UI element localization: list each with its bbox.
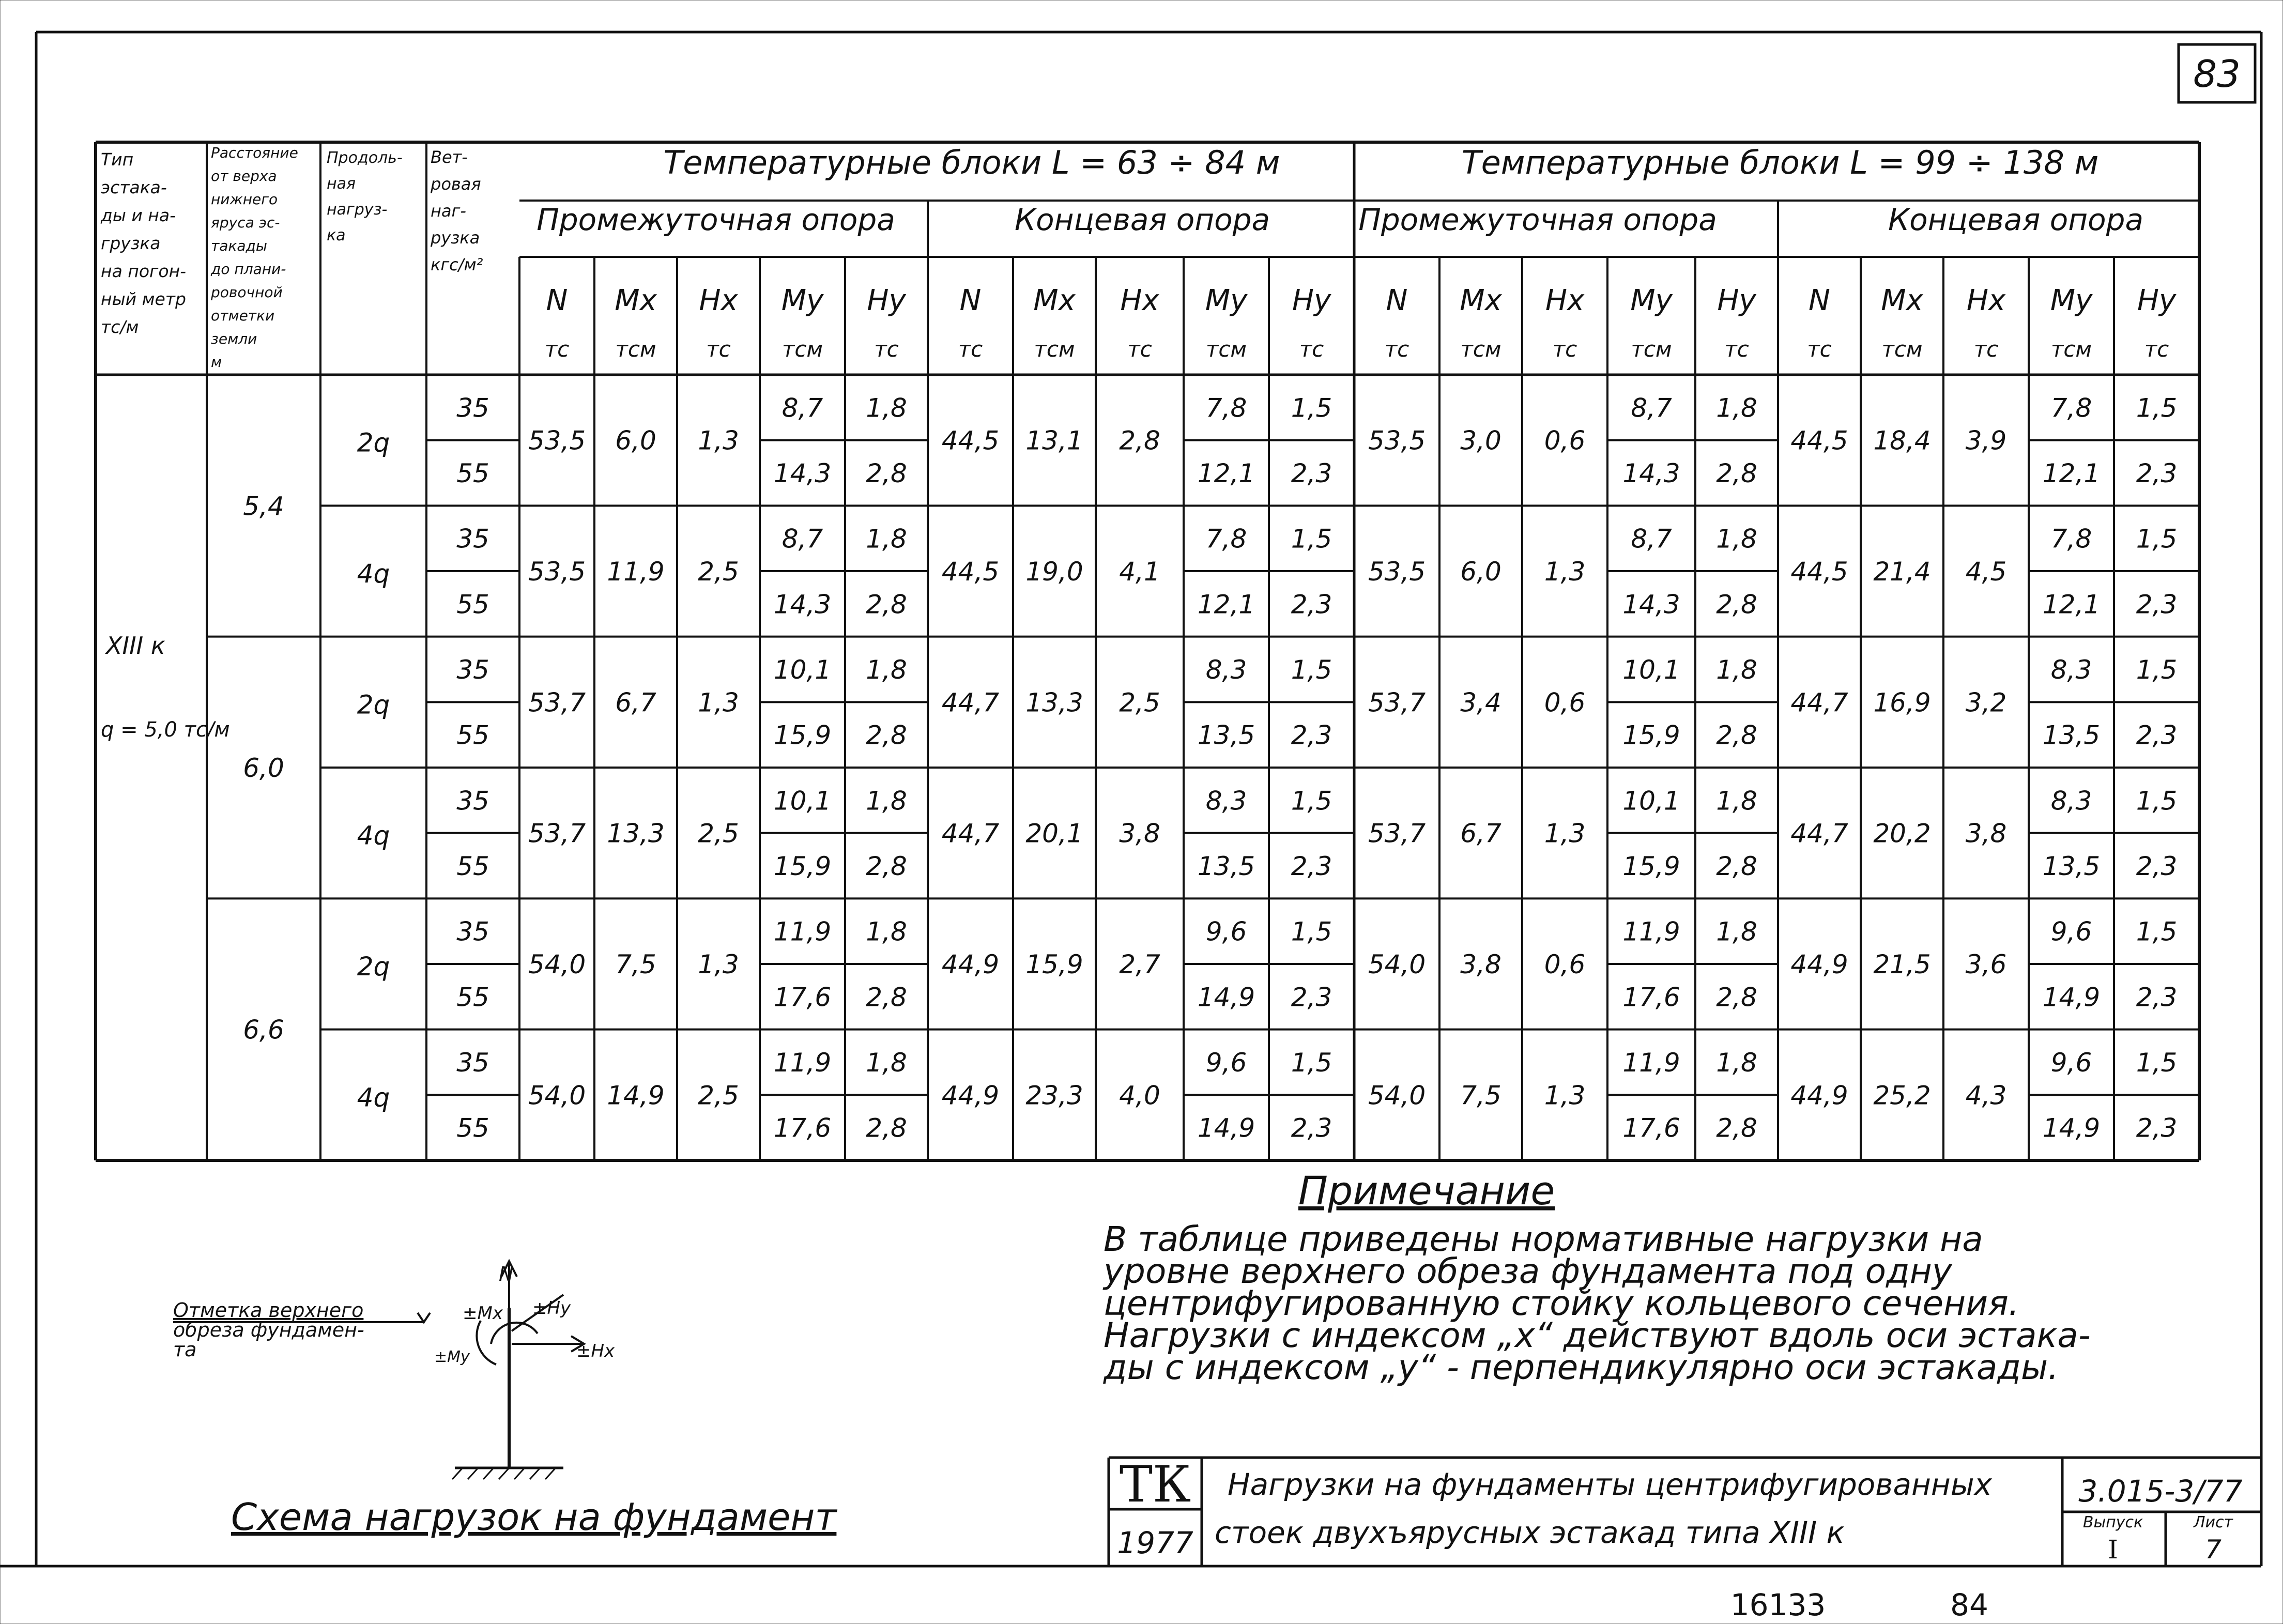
- block1-intermediate-title: Промежуточная опора: [537, 202, 895, 237]
- n-value: 44,9: [941, 1080, 1000, 1111]
- drawing-code: 3.015-3/77: [2078, 1474, 2243, 1509]
- wind-load-value: 35: [456, 1048, 489, 1078]
- mx-value: 18,4: [1873, 425, 1931, 456]
- param-name: Mx: [1460, 284, 1502, 317]
- mx-value: 3,4: [1460, 687, 1501, 718]
- longitudinal-load-value: 2q: [357, 952, 390, 982]
- my-value: 7,8: [1205, 393, 1247, 423]
- param-name: Mx: [615, 284, 657, 317]
- mx-value: 20,1: [1025, 818, 1083, 849]
- block1-title: Температурные блоки L = 63 ÷ 84 м: [663, 144, 1280, 181]
- my-value: 13,5: [1197, 851, 1255, 881]
- my-value: 9,6: [1205, 916, 1247, 947]
- block2-end-title: Концевая опора: [1888, 202, 2144, 237]
- my-value: 7,8: [1205, 524, 1247, 554]
- hy-value: 2,3: [2136, 720, 2178, 750]
- hy-value: 1,8: [1716, 524, 1757, 554]
- param-name: N: [1386, 284, 1408, 317]
- my-value: 10,1: [1622, 655, 1680, 685]
- my-value: 9,6: [1205, 1048, 1247, 1078]
- my-value: 8,7: [782, 393, 823, 423]
- param-name: Hx: [1120, 284, 1159, 317]
- mx-value: 6,7: [1460, 818, 1501, 849]
- hy-value: 1,5: [1291, 524, 1332, 554]
- mx-value: 7,5: [1460, 1080, 1501, 1111]
- scheme-caption: Схема нагрузок на фундамент: [231, 1495, 837, 1539]
- mx-value: 23,3: [1025, 1080, 1083, 1111]
- hy-value: 1,5: [2136, 393, 2178, 423]
- mx-value: 6,7: [615, 687, 656, 718]
- my-value: 13,5: [1197, 720, 1255, 750]
- hy-value: 2,3: [2136, 982, 2178, 1013]
- distance-value: 5,4: [243, 491, 284, 522]
- hy-value: 2,8: [866, 851, 907, 881]
- mx-value: 15,9: [1025, 949, 1083, 979]
- n-value: 44,5: [1790, 557, 1848, 587]
- my-value: 8,7: [1631, 393, 1672, 423]
- param-unit: тс: [1127, 336, 1152, 362]
- parameter-headers: [545, 284, 2177, 362]
- note: [1102, 1168, 2091, 1387]
- mx-value: 3,0: [1460, 425, 1501, 456]
- param-name: N: [1809, 284, 1830, 317]
- wind-load-value: 55: [456, 458, 489, 488]
- hy-value: 2,8: [1716, 851, 1757, 881]
- param-name: Hy: [1717, 284, 1756, 317]
- hx-value: 3,9: [1965, 425, 2007, 456]
- distance-value: 6,6: [243, 1015, 284, 1045]
- param-unit: тсм: [1631, 336, 1672, 362]
- hx-value: 4,0: [1119, 1080, 1160, 1111]
- my-value: 14,9: [1197, 982, 1255, 1013]
- header-type: Тип эстака-ды и на-грузка на погон-ный метр тс/м: [101, 149, 187, 337]
- param-unit: тсм: [1034, 336, 1075, 362]
- inventory-number: 16133: [1730, 1587, 1826, 1622]
- n-value: 44,7: [1790, 818, 1848, 849]
- param-name: My: [1630, 284, 1673, 317]
- mx-label: ±Mx: [463, 1303, 503, 1324]
- my-value: 8,3: [1205, 655, 1247, 685]
- n-value: 44,7: [941, 818, 1000, 849]
- hy-value: 2,3: [1291, 982, 1332, 1013]
- my-value: 17,6: [1622, 1113, 1680, 1143]
- n-value: 44,9: [941, 949, 1000, 979]
- hx-value: 2,5: [698, 818, 739, 849]
- n-value: 53,7: [528, 818, 586, 849]
- my-value: 12,1: [1197, 458, 1255, 488]
- mx-value: 13,3: [1025, 687, 1083, 718]
- hx-value: 3,2: [1965, 687, 2007, 718]
- hy-value: 2,8: [866, 982, 907, 1013]
- param-name: Hy: [1292, 284, 1331, 317]
- wind-load-value: 55: [456, 851, 489, 881]
- param-name: N: [546, 284, 568, 317]
- param-name: Mx: [1033, 284, 1076, 317]
- param-name: Hx: [699, 284, 738, 317]
- n-value: 44,7: [1790, 687, 1848, 718]
- my-value: 14,9: [2042, 1113, 2101, 1143]
- hx-value: 3,8: [1965, 818, 2007, 849]
- block1-end-title: Концевая опора: [1014, 202, 1270, 237]
- n-label: N: [499, 1263, 514, 1285]
- wind-load-value: 35: [456, 786, 489, 816]
- param-unit: тс: [1724, 336, 1749, 362]
- my-value: 7,8: [2050, 393, 2092, 423]
- trestle-load: q = 5,0 тс/м: [101, 718, 230, 742]
- param-unit: тсм: [782, 336, 823, 362]
- my-value: 17,6: [773, 1113, 832, 1143]
- param-unit: тсм: [615, 336, 656, 362]
- wind-load-value: 55: [456, 982, 489, 1013]
- longitudinal-load-value: 2q: [357, 690, 390, 720]
- hy-value: 1,5: [2136, 786, 2178, 816]
- param-name: N: [959, 284, 982, 317]
- my-value: 17,6: [773, 982, 832, 1013]
- wind-load-value: 55: [456, 720, 489, 750]
- param-unit: тс: [1384, 336, 1409, 362]
- hy-value: 1,8: [1716, 1048, 1757, 1078]
- param-unit: тсм: [1205, 336, 1247, 362]
- my-value: 8,7: [1631, 524, 1672, 554]
- n-value: 54,0: [528, 1080, 586, 1111]
- hy-value: 2,8: [1716, 1113, 1757, 1143]
- wind-load-value: 35: [456, 393, 489, 423]
- note-text: В таблице приведены нормативные нагрузки на уровне верхнего обреза фундамента под одну центрифугированную стойку кольцевого сечения. Нагрузки с индексом „x“ действуют вдоль оси эстака-ды с индексом „y“ - перпендикулярно оси эстакады.: [1104, 1219, 2091, 1387]
- mx-value: 6,0: [615, 425, 656, 456]
- hy-value: 2,8: [866, 458, 907, 488]
- my-value: 10,1: [1622, 786, 1680, 816]
- mx-value: 19,0: [1025, 557, 1083, 587]
- issue-label: Выпуск: [2082, 1513, 2143, 1531]
- wind-load-value: 55: [456, 1113, 489, 1143]
- hy-value: 2,8: [866, 720, 907, 750]
- wind-load-value: 35: [456, 655, 489, 685]
- header-distance: Расстояние от верха нижнего яруса эс-такады до плани-ровочной отметки земли м: [211, 144, 298, 371]
- hy-value: 2,3: [1291, 851, 1332, 881]
- hx-value: 1,3: [698, 949, 739, 979]
- hy-value: 1,8: [866, 786, 907, 816]
- org-code: ТК: [1119, 1456, 1191, 1513]
- hx-value: 1,3: [698, 687, 739, 718]
- param-unit: тс: [958, 336, 983, 362]
- param-unit: тсм: [1460, 336, 1501, 362]
- my-value: 11,9: [773, 1048, 832, 1078]
- longitudinal-load-value: 2q: [357, 427, 390, 458]
- hy-value: 1,8: [866, 655, 907, 685]
- mx-value: 16,9: [1873, 687, 1931, 718]
- hy-value: 1,5: [1291, 786, 1332, 816]
- hy-value: 1,5: [1291, 655, 1332, 685]
- mx-value: 7,5: [615, 949, 656, 979]
- hy-value: 1,8: [866, 393, 907, 423]
- my-value: 15,9: [1622, 851, 1680, 881]
- param-name: Hy: [867, 284, 906, 317]
- hx-value: 4,5: [1965, 557, 2007, 587]
- n-value: 53,7: [1368, 818, 1426, 849]
- param-unit: тс: [1807, 336, 1832, 362]
- hx-value: 0,6: [1544, 687, 1586, 718]
- my-label: ±My: [434, 1348, 470, 1366]
- param-unit: тсм: [2050, 336, 2092, 362]
- hy-value: 1,8: [1716, 916, 1757, 947]
- param-name: Mx: [1881, 284, 1923, 317]
- hy-value: 2,8: [1716, 982, 1757, 1013]
- hx-value: 3,8: [1119, 818, 1160, 849]
- sheet-number: 83: [2193, 52, 2241, 96]
- hx-value: 2,5: [698, 557, 739, 587]
- longitudinal-load-value: 4q: [357, 559, 390, 589]
- year: 1977: [1117, 1525, 1193, 1560]
- mx-value: 21,5: [1873, 949, 1931, 979]
- param-unit: тс: [544, 336, 570, 362]
- my-value: 7,8: [2050, 524, 2092, 554]
- hx-value: 2,5: [698, 1080, 739, 1111]
- my-value: 15,9: [773, 851, 832, 881]
- n-value: 44,5: [1790, 425, 1848, 456]
- mx-value: 21,4: [1873, 557, 1931, 587]
- sheet-number-box: [2179, 44, 2255, 102]
- hy-value: 1,8: [866, 1048, 907, 1078]
- hy-label: ±Hy: [532, 1298, 571, 1319]
- hy-value: 2,8: [1716, 720, 1757, 750]
- mx-value: 13,1: [1025, 425, 1083, 456]
- hy-value: 1,5: [2136, 524, 2178, 554]
- sheet-in-set: 7: [2205, 1535, 2221, 1565]
- hy-value: 2,8: [1716, 458, 1757, 488]
- my-value: 12,1: [2042, 458, 2101, 488]
- wind-load-value: 35: [456, 524, 489, 554]
- n-value: 54,0: [528, 949, 586, 979]
- param-name: Hx: [1966, 284, 2006, 317]
- header-wind-load: Вет-ровая наг-рузка кгс/м²: [431, 147, 483, 274]
- hy-value: 1,8: [1716, 655, 1757, 685]
- n-value: 53,5: [528, 557, 586, 587]
- hy-value: 2,3: [1291, 1113, 1332, 1143]
- mx-value: 11,9: [607, 557, 665, 587]
- page-number: 84: [1950, 1587, 1988, 1622]
- hy-value: 2,3: [2136, 589, 2178, 620]
- hx-value: 2,8: [1119, 425, 1160, 456]
- my-value: 11,9: [773, 916, 832, 947]
- hx-value: 4,1: [1119, 557, 1160, 587]
- my-value: 11,9: [1622, 916, 1680, 947]
- my-value: 8,3: [2050, 655, 2092, 685]
- longitudinal-load-value: 4q: [357, 820, 390, 851]
- param-name: My: [781, 284, 824, 317]
- hy-value: 1,8: [1716, 393, 1757, 423]
- note-title: Примечание: [1298, 1168, 1555, 1214]
- block2-title: Температурные блоки L = 99 ÷ 138 м: [1461, 144, 2099, 181]
- hx-value: 3,6: [1965, 949, 2007, 979]
- param-unit: тс: [2144, 336, 2169, 362]
- hx-value: 0,6: [1544, 425, 1586, 456]
- load-scheme: [173, 1261, 837, 1539]
- hy-value: 2,3: [1291, 720, 1332, 750]
- hy-value: 2,3: [1291, 458, 1332, 488]
- n-value: 44,9: [1790, 949, 1848, 979]
- n-value: 53,5: [1368, 425, 1426, 456]
- n-value: 54,0: [1368, 949, 1426, 979]
- my-value: 9,6: [2050, 916, 2092, 947]
- n-value: 44,5: [941, 425, 1000, 456]
- param-unit: тсм: [1881, 336, 1923, 362]
- param-unit: тс: [1552, 336, 1577, 362]
- hx-label: ±Hx: [576, 1341, 615, 1361]
- drawing-title-line2: стоек двухъярусных эстакад типа XIII к: [1215, 1515, 1845, 1550]
- n-value: 54,0: [1368, 1080, 1426, 1111]
- n-value: 44,5: [941, 557, 1000, 587]
- hy-value: 2,3: [2136, 851, 2178, 881]
- hy-value: 1,8: [1716, 786, 1757, 816]
- hx-value: 1,3: [1544, 557, 1586, 587]
- my-value: 8,3: [2050, 786, 2092, 816]
- hy-value: 1,5: [1291, 916, 1332, 947]
- title-block: [1109, 1456, 2261, 1566]
- my-value: 8,3: [1205, 786, 1247, 816]
- hy-value: 2,3: [1291, 589, 1332, 620]
- param-unit: тс: [706, 336, 731, 362]
- my-value: 11,9: [1622, 1048, 1680, 1078]
- n-value: 44,7: [941, 687, 1000, 718]
- drawing-title-line1: Нагрузки на фундаменты центрифугированных: [1228, 1467, 1992, 1502]
- hy-value: 2,8: [866, 589, 907, 620]
- header-longitudinal-load: Продоль-ная нагруз-ка: [327, 149, 403, 244]
- my-value: 13,5: [2042, 720, 2101, 750]
- mx-value: 6,0: [1460, 557, 1501, 587]
- mx-value: 20,2: [1873, 818, 1931, 849]
- my-value: 13,5: [2042, 851, 2101, 881]
- param-name: Hy: [2137, 284, 2177, 317]
- my-value: 17,6: [1622, 982, 1680, 1013]
- hy-value: 1,5: [2136, 1048, 2178, 1078]
- param-unit: тс: [1973, 336, 1999, 362]
- hy-value: 1,5: [2136, 655, 2178, 685]
- my-value: 10,1: [773, 655, 832, 685]
- hy-value: 2,3: [2136, 1113, 2178, 1143]
- n-value: 44,9: [1790, 1080, 1848, 1111]
- param-unit: тс: [874, 336, 899, 362]
- hy-value: 1,5: [1291, 393, 1332, 423]
- n-value: 53,7: [1368, 687, 1426, 718]
- longitudinal-load-value: 4q: [357, 1082, 390, 1113]
- sheet-label: Лист: [2193, 1513, 2233, 1531]
- hx-value: 4,3: [1965, 1080, 2007, 1111]
- hx-value: 1,3: [1544, 818, 1586, 849]
- mx-value: 3,8: [1460, 949, 1501, 979]
- issue-number: I: [2108, 1535, 2118, 1565]
- my-value: 9,6: [2050, 1048, 2092, 1078]
- my-value: 14,3: [773, 589, 832, 620]
- wind-load-value: 55: [456, 589, 489, 620]
- mx-moment-arrow: [491, 1323, 538, 1344]
- block2-intermediate-title: Промежуточная опора: [1358, 202, 1717, 237]
- hx-value: 0,6: [1544, 949, 1586, 979]
- hy-value: 1,5: [2136, 916, 2178, 947]
- my-value: 15,9: [1622, 720, 1680, 750]
- param-name: Hx: [1545, 284, 1585, 317]
- mx-value: 14,9: [607, 1080, 665, 1111]
- hy-value: 2,8: [866, 1113, 907, 1143]
- my-moment-arrow: [477, 1321, 496, 1365]
- my-value: 12,1: [1197, 589, 1255, 620]
- param-name: My: [1205, 284, 1248, 317]
- hy-value: 1,8: [866, 524, 907, 554]
- hx-value: 2,5: [1119, 687, 1160, 718]
- distance-value: 6,0: [243, 753, 284, 783]
- my-value: 14,9: [2042, 982, 2101, 1013]
- n-value: 53,7: [528, 687, 586, 718]
- my-value: 8,7: [782, 524, 823, 554]
- hy-value: 2,3: [2136, 458, 2178, 488]
- param-unit: тс: [1299, 336, 1324, 362]
- mx-value: 25,2: [1873, 1080, 1931, 1111]
- hy-value: 1,5: [1291, 1048, 1332, 1078]
- my-value: 10,1: [773, 786, 832, 816]
- my-value: 12,1: [2042, 589, 2101, 620]
- scheme-label: Отметка верхнего обреза фундамен- та: [173, 1299, 364, 1361]
- hy-value: 2,8: [1716, 589, 1757, 620]
- my-value: 14,3: [1622, 458, 1680, 488]
- my-value: 14,3: [1622, 589, 1680, 620]
- hx-value: 2,7: [1119, 949, 1160, 979]
- hy-value: 1,8: [866, 916, 907, 947]
- n-value: 53,5: [1368, 557, 1426, 587]
- n-value: 53,5: [528, 425, 586, 456]
- hx-value: 1,3: [1544, 1080, 1586, 1111]
- wind-load-value: 35: [456, 916, 489, 947]
- trestle-type: XIII к: [106, 632, 165, 660]
- param-name: My: [2050, 284, 2093, 317]
- my-value: 14,3: [773, 458, 832, 488]
- my-value: 15,9: [773, 720, 832, 750]
- hx-value: 1,3: [698, 425, 739, 456]
- my-value: 14,9: [1197, 1113, 1255, 1143]
- mx-value: 13,3: [607, 818, 665, 849]
